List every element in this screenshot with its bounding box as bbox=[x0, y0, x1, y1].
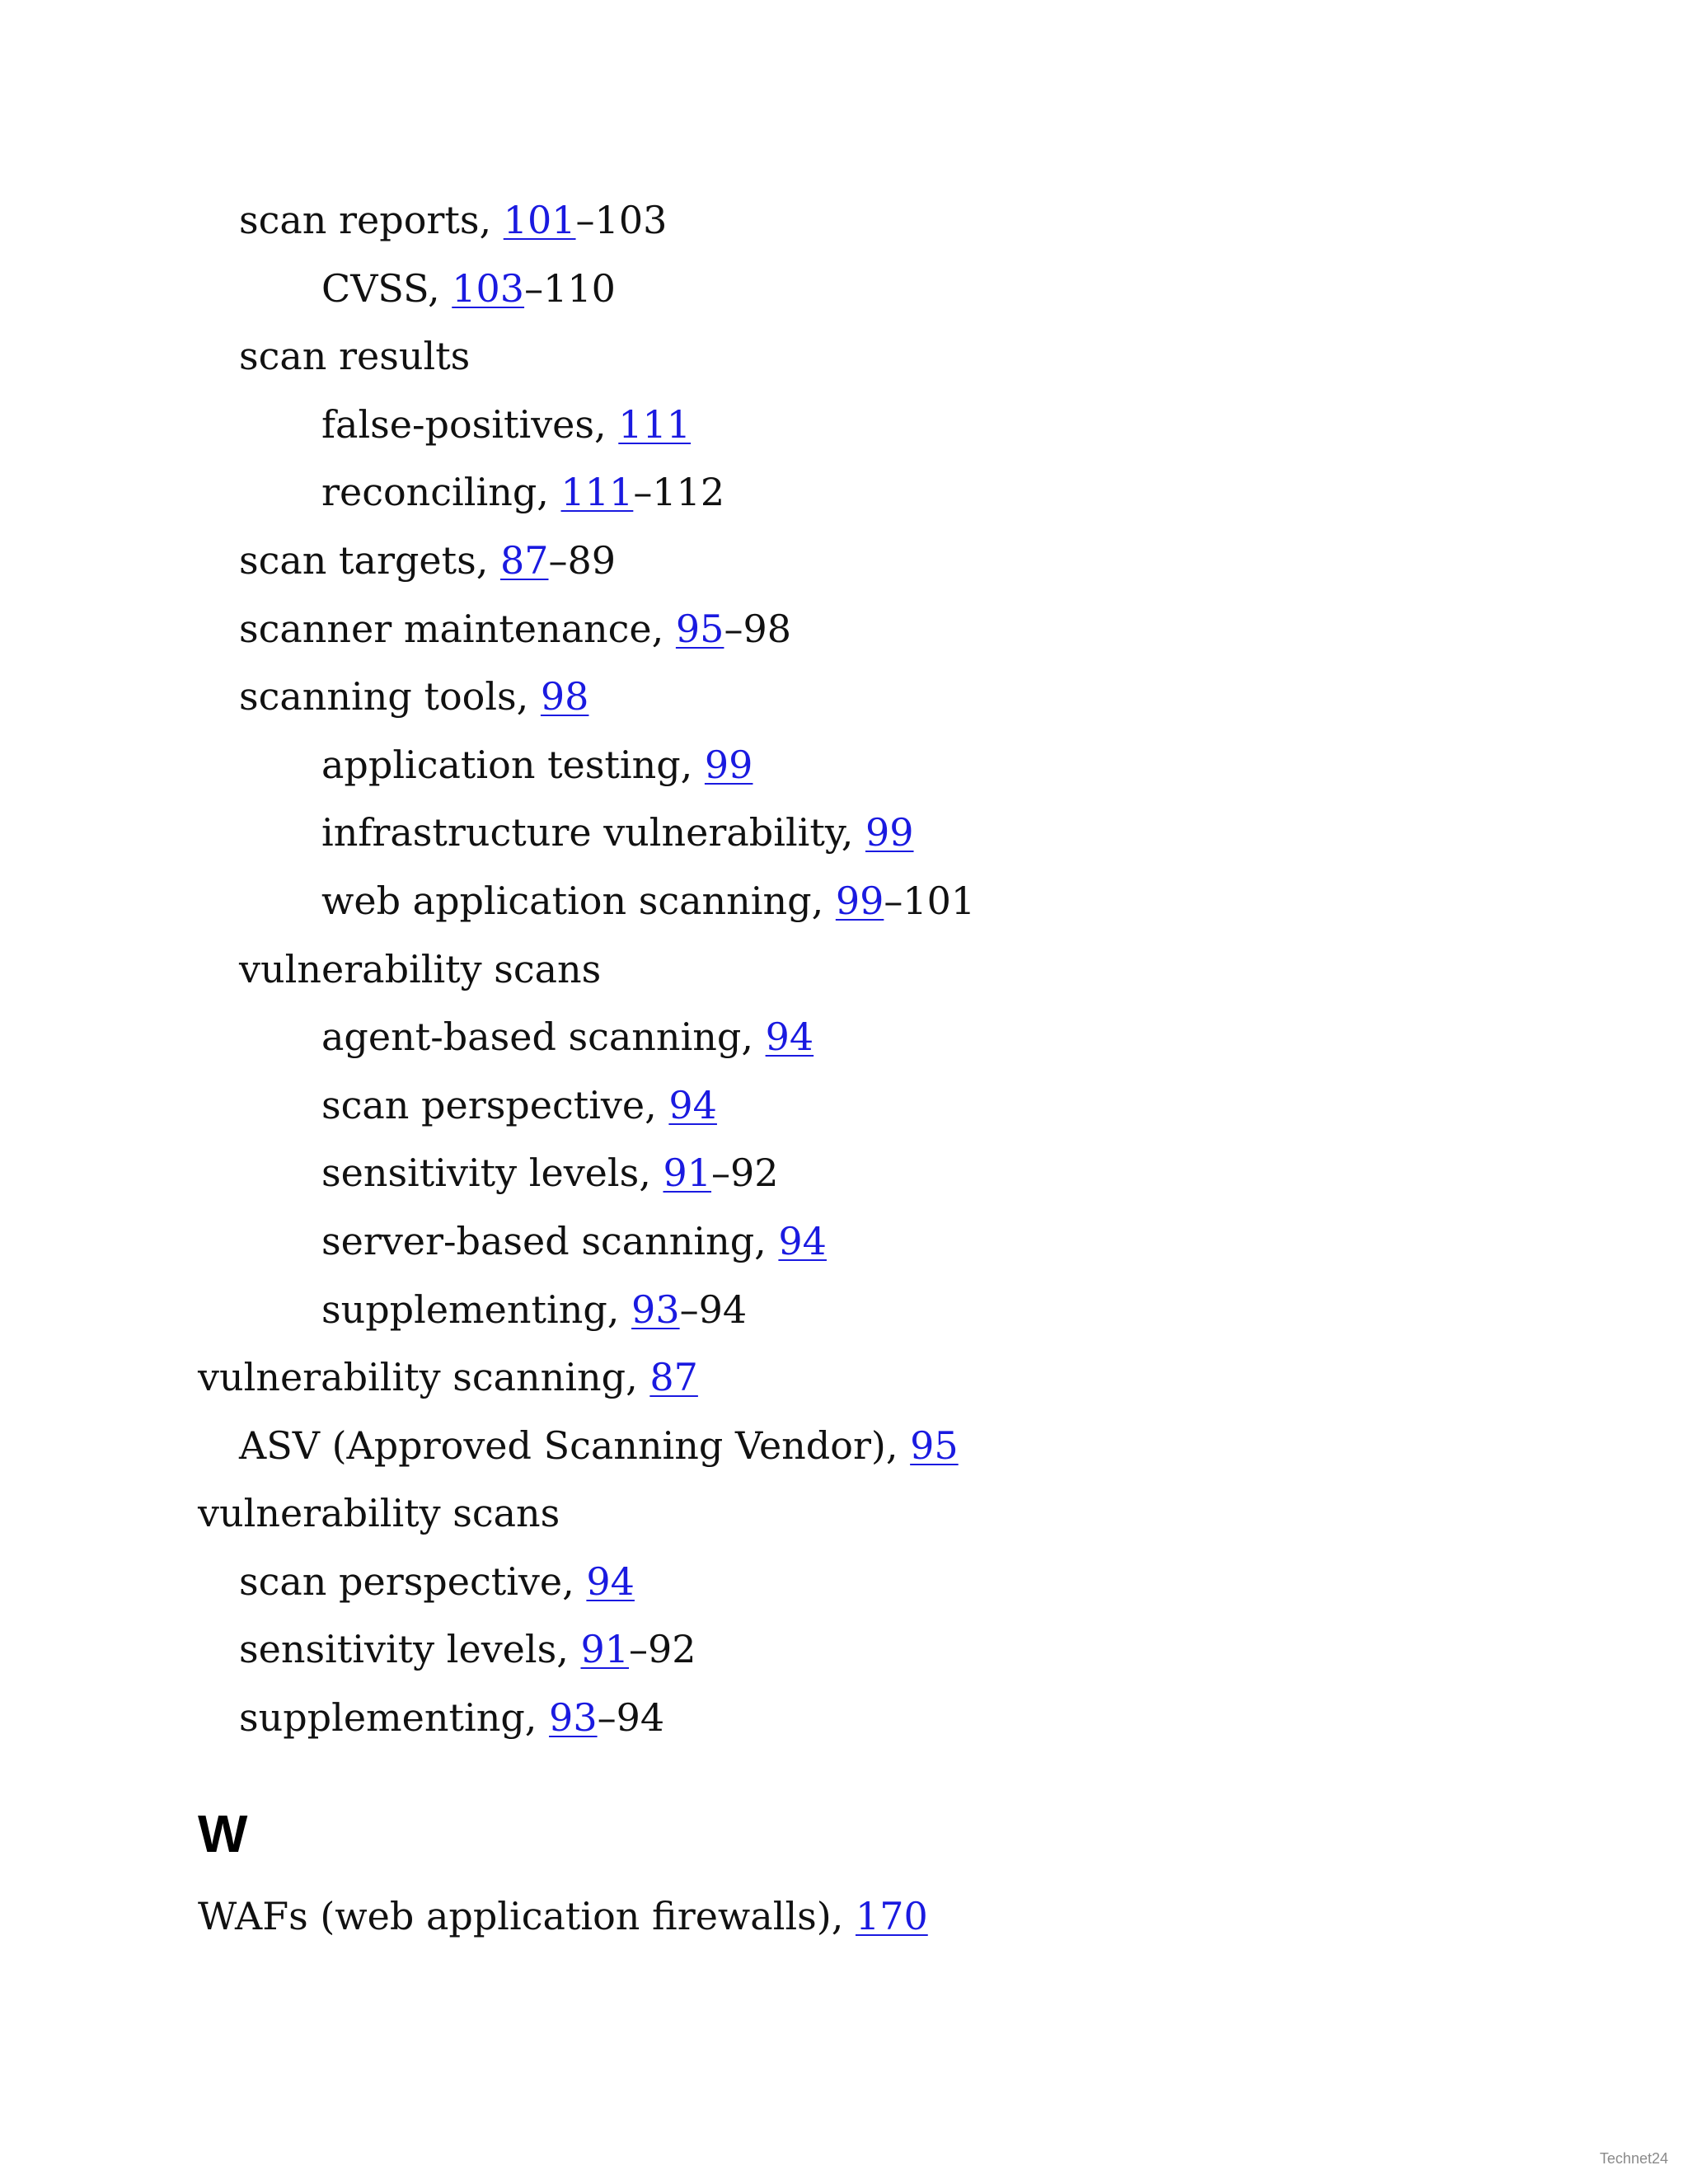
page-link[interactable]: 95 bbox=[910, 1422, 959, 1468]
page-link[interactable]: 87 bbox=[499, 537, 549, 583]
page-range-end: –89 bbox=[548, 537, 617, 583]
page-range-end: –101 bbox=[884, 878, 976, 923]
index-entry bbox=[198, 872, 1517, 940]
page-link[interactable]: 98 bbox=[540, 674, 589, 719]
index-entry bbox=[198, 1887, 928, 1956]
page-link[interactable]: 99 bbox=[704, 742, 753, 787]
index-entry bbox=[198, 1212, 1517, 1281]
index-entry bbox=[198, 1553, 1517, 1621]
index-term: sensitivity levels, bbox=[239, 1627, 581, 1672]
page-link[interactable]: 94 bbox=[765, 1015, 814, 1060]
page-link[interactable]: 99 bbox=[865, 810, 914, 855]
index-term: supplementing, bbox=[321, 1286, 632, 1332]
index-entry bbox=[198, 1417, 1517, 1485]
index-term: scan targets, bbox=[239, 537, 500, 583]
index-entry bbox=[198, 1620, 1517, 1689]
page-link[interactable]: 94 bbox=[668, 1082, 717, 1127]
index-term: agent-based scanning, bbox=[321, 1015, 766, 1060]
index-entry bbox=[198, 736, 1517, 804]
index-term: ASV (Approved Scanning Vendor), bbox=[239, 1422, 911, 1468]
index-term: reconciling, bbox=[321, 470, 561, 515]
page-link[interactable]: 93 bbox=[549, 1695, 598, 1741]
index-term: WAFs (web application firewalls), bbox=[198, 1894, 856, 1938]
page-range-end: –92 bbox=[711, 1151, 779, 1196]
page-range-end: –94 bbox=[597, 1695, 665, 1741]
index-term: web application scanning, bbox=[321, 878, 836, 923]
index-entry bbox=[198, 1144, 1517, 1212]
index-term: scan perspective, bbox=[321, 1082, 669, 1127]
index-term: vulnerability scanning, bbox=[198, 1355, 650, 1400]
index-term: scan results bbox=[239, 334, 471, 379]
index-term: sensitivity levels, bbox=[321, 1151, 663, 1196]
index-entry bbox=[198, 804, 1517, 872]
page-link[interactable]: 111 bbox=[560, 470, 634, 515]
index-entry bbox=[198, 1484, 1517, 1553]
index-entry bbox=[198, 463, 1517, 532]
index-term: server-based scanning, bbox=[321, 1218, 779, 1263]
page-link[interactable]: 91 bbox=[580, 1627, 630, 1672]
index-entry bbox=[198, 1008, 1517, 1076]
index-entry bbox=[198, 260, 1517, 328]
index-entry bbox=[198, 1076, 1517, 1145]
page-link[interactable]: 94 bbox=[778, 1218, 827, 1263]
index-term: false-positives, bbox=[321, 401, 619, 447]
page-range-end: –92 bbox=[629, 1627, 696, 1672]
section-letter-heading: W bbox=[198, 1804, 248, 1863]
index-term: scan reports, bbox=[239, 198, 504, 242]
page-range-end: –103 bbox=[575, 198, 668, 242]
index-term: scanning tools, bbox=[239, 674, 541, 719]
index-entries bbox=[198, 191, 1517, 1757]
index-entry bbox=[198, 396, 1517, 464]
page-link[interactable]: 99 bbox=[835, 878, 884, 923]
index-term: infrastructure vulnerability, bbox=[321, 810, 865, 855]
index-term: vulnerability scans bbox=[239, 946, 602, 991]
index-entry bbox=[198, 191, 1517, 260]
index-entry bbox=[198, 1689, 1517, 1757]
page-range-end: –112 bbox=[633, 470, 725, 515]
index-entry bbox=[198, 940, 1517, 1009]
index-entry bbox=[198, 1281, 1517, 1349]
page-link[interactable]: 94 bbox=[586, 1558, 635, 1604]
page-link[interactable]: 87 bbox=[649, 1355, 698, 1400]
page-link[interactable]: 93 bbox=[631, 1286, 680, 1332]
section-w-entries bbox=[198, 1887, 928, 1956]
index-term: scanner maintenance, bbox=[239, 606, 676, 651]
index-term: scan perspective, bbox=[239, 1558, 587, 1604]
page-range-end: –94 bbox=[679, 1286, 748, 1332]
watermark-text: Technet24 bbox=[1599, 2150, 1668, 2167]
page-link[interactable]: 95 bbox=[675, 606, 724, 651]
index-entry bbox=[198, 532, 1517, 600]
page-link[interactable]: 170 bbox=[855, 1894, 928, 1938]
index-entry bbox=[198, 668, 1517, 736]
page-link[interactable]: 103 bbox=[452, 265, 525, 311]
index-entry bbox=[198, 1348, 1517, 1417]
index-entry bbox=[198, 327, 1517, 396]
page-link[interactable]: 91 bbox=[663, 1151, 712, 1196]
index-term: supplementing, bbox=[239, 1695, 550, 1741]
page-link[interactable]: 111 bbox=[618, 401, 692, 447]
page-range-end: –98 bbox=[724, 606, 791, 651]
index-entry bbox=[198, 600, 1517, 668]
index-term: vulnerability scans bbox=[198, 1491, 560, 1536]
index-term: application testing, bbox=[321, 742, 705, 787]
page-link[interactable]: 101 bbox=[503, 198, 576, 242]
index-term: CVSS, bbox=[321, 265, 452, 311]
page-range-end: –110 bbox=[524, 265, 616, 311]
